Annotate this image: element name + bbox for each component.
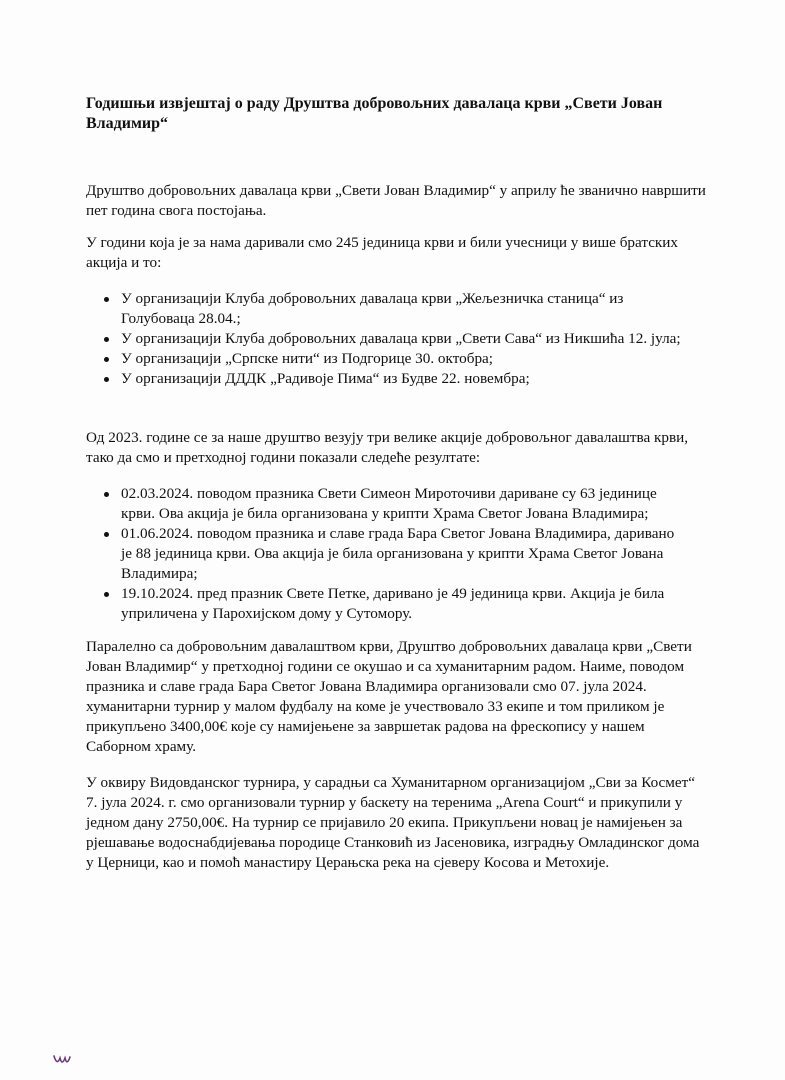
bullet-icon — [104, 592, 109, 597]
results-list — [86, 484, 686, 624]
list-item: У организацији ДДДК „Радивоје Пима“ из Будве 22. новембра; — [86, 369, 686, 389]
list-item: 02.03.2024. поводом празника Свети Симеон Мироточиви дариване су 63 јединице крви. Ова акција је била организована у крипти Храма Светог Јована Владимира; — [86, 484, 686, 524]
bullet-icon — [104, 377, 109, 382]
actions-list — [86, 289, 686, 389]
bullet-icon — [104, 492, 109, 497]
list-item: У организацији Клуба добровољних давалаца крви „Жељезничка станица“ из Голубоваца 28.04.; — [86, 289, 686, 329]
handwritten-initials-mark — [52, 1048, 82, 1070]
since-2023-paragraph: Од 2023. године се за наше друштво везују три велике акције добровољног давалаштва крви, тако да смо и претходној години показали следеће резултате: — [86, 429, 689, 466]
list-item: У организацији „Српске нити“ из Подгорице 30. октобра; — [86, 349, 686, 369]
bullet-icon — [104, 297, 109, 302]
document-title: Годишњи извјештај о раду Друштва добровољних давалаца крви „Свети Јован Владимир“ — [86, 95, 663, 132]
bullet-icon — [104, 357, 109, 362]
bullet-icon — [104, 337, 109, 342]
year-summary-paragraph: У години која је за нама даривали смо 245 јединица крви и били учесници у више братских акција и то: — [86, 234, 679, 271]
list-item: 19.10.2024. пред празник Свете Петке, даривано је 49 јединица крви. Акција је била уприличена у Парохијском дому у Сутомору. — [86, 584, 686, 624]
list-item: У организацији Клуба добровољних давалаца крви „Свети Сава“ из Никшића 12. јула; — [86, 329, 686, 349]
bullet-icon — [104, 532, 109, 537]
vidovdan-paragraph: У оквиру Видовданског турнира, у сарадњи са Хуманитарном организацијом „Сви за Космет“ 7. јула 2024. г. смо организовали турнир у баскету на теренима „Arena Court“ и прикупили у једном дану 2750,00€. На турнир се пријавило 20 екипа. Прикупљени новац је намијењен за рјешавање водоснабдијевања породице Станковић из Јасеновика, изградњу Омладинског дома у Церници, као и помоћ манастиру Церањска река на сјеверу Косова и Метохије. — [86, 774, 700, 871]
list-item: 01.06.2024. поводом празника и славе града Бара Светог Јована Владимира, даривано је 88 јединица крви. Ова акција је била организована у крипти Храма Светог Јована Владимира; — [86, 524, 686, 584]
humanitarian-paragraph: Паралелно са добровољним давалаштвом крви, Друштво добровољних давалаца крви „Свети Јован Владимир“ у претходној години се окушао и са хуманитарним радом. Наиме, поводом празника и славе града Бара Светог Јована Владимира организовали смо 07. јула 2024. хуманитарни турнир у малом фудбалу на коме је учествовало 33 екипе и том приликом је прикупљено 3400,00€ које су намијењене за завршетак радова на фрескопису у нашем Саборном храму. — [86, 638, 692, 755]
intro-paragraph: Друштво добровољних давалаца крви „Свети Јован Владимир“ у априлу ће званично навршити пет година свога постојања. — [86, 182, 706, 219]
